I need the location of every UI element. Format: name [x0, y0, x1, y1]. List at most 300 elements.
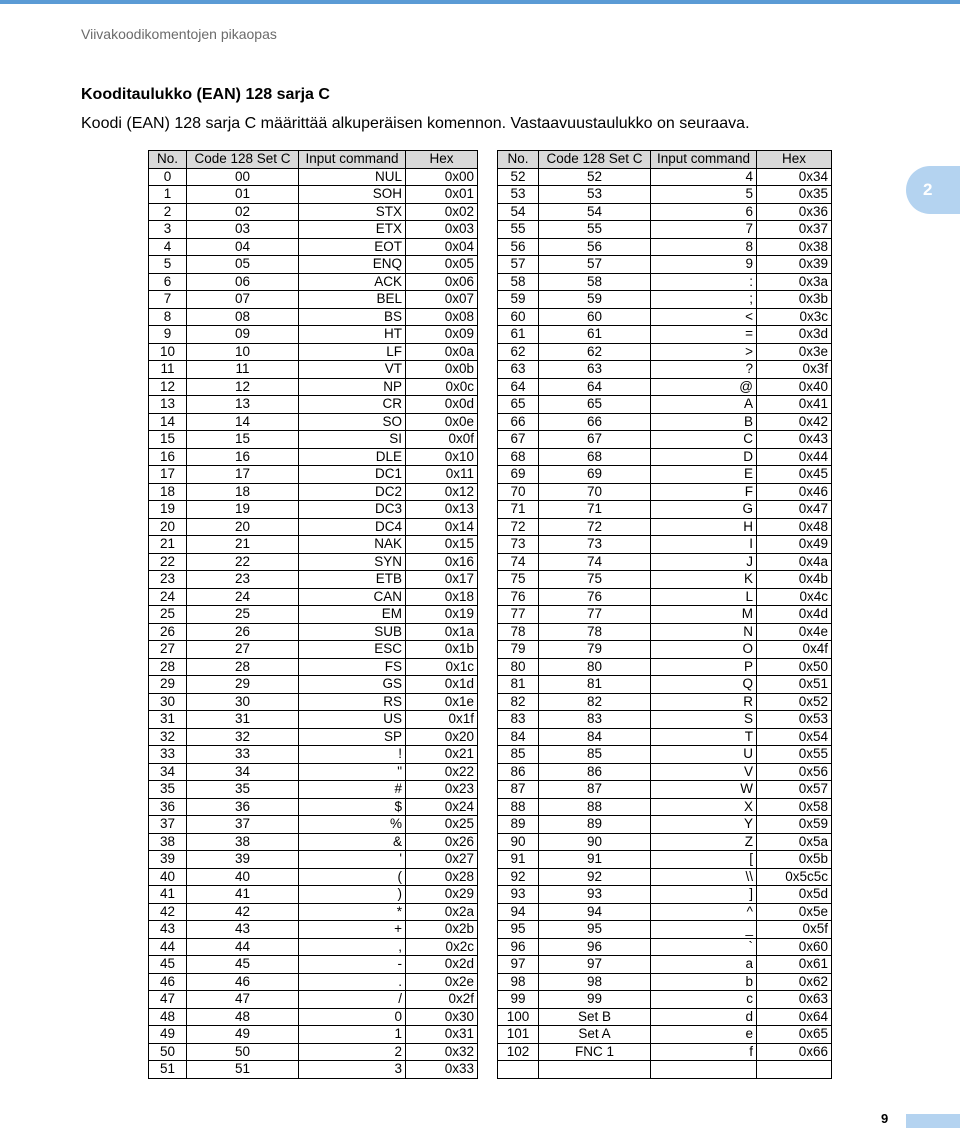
cell-input-command: NAK — [299, 536, 406, 554]
cell-code-set-c: 81 — [539, 676, 651, 694]
cell-code-set-c: 75 — [539, 571, 651, 589]
cell-hex: 0x66 — [757, 1043, 832, 1061]
cell-hex: 0x33 — [406, 1061, 478, 1079]
table-row — [498, 956, 832, 974]
table-row — [149, 571, 478, 589]
cell-no: 21 — [149, 536, 187, 554]
cell-input-command: 6 — [651, 203, 757, 221]
cell-code-set-c: 80 — [539, 658, 651, 676]
cell-code-set-c: 26 — [187, 623, 299, 641]
cell-code-set-c: 56 — [539, 238, 651, 256]
cell-no: 89 — [498, 816, 539, 834]
cell-hex: 0x2d — [406, 956, 478, 974]
cell-hex: 0x11 — [406, 466, 478, 484]
table-row — [149, 658, 478, 676]
cell-input-command: SUB — [299, 623, 406, 641]
section-description: Koodi (EAN) 128 sarja C määrittää alkuperäisen komennon. Vastaavuustaulukko on seuraava. — [81, 115, 750, 132]
cell-hex: 0x4b — [757, 571, 832, 589]
cell-input-command: . — [299, 973, 406, 991]
cell-code-set-c: 52 — [539, 168, 651, 186]
cell-hex: 0x1c — [406, 658, 478, 676]
cell-hex: 0x57 — [757, 781, 832, 799]
cell-hex: 0x48 — [757, 518, 832, 536]
cell-hex: 0x18 — [406, 588, 478, 606]
cell-hex: 0x54 — [757, 728, 832, 746]
cell-input-command: I — [651, 536, 757, 554]
cell-no: 5 — [149, 256, 187, 274]
cell-code-set-c: 38 — [187, 833, 299, 851]
column-header-no: No. — [149, 151, 187, 169]
cell-hex: 0x16 — [406, 553, 478, 571]
column-header-code-set-c: Code 128 Set C — [187, 151, 299, 169]
cell-code-set-c: 48 — [187, 1008, 299, 1026]
cell-input-command: - — [299, 956, 406, 974]
cell-code-set-c: 08 — [187, 308, 299, 326]
cell-code-set-c: 87 — [539, 781, 651, 799]
cell-code-set-c: 18 — [187, 483, 299, 501]
cell-code-set-c: 92 — [539, 868, 651, 886]
cell-code-set-c: 78 — [539, 623, 651, 641]
table-row — [498, 378, 832, 396]
cell-input-command: % — [299, 816, 406, 834]
cell-input-command: ETX — [299, 221, 406, 239]
cell-input-command: F — [651, 483, 757, 501]
table-row — [498, 868, 832, 886]
cell-input-command: L — [651, 588, 757, 606]
table-row — [498, 1061, 832, 1079]
column-header-hex: Hex — [406, 151, 478, 169]
table-row — [149, 343, 478, 361]
table-row — [149, 186, 478, 204]
cell-code-set-c: 09 — [187, 326, 299, 344]
cell-input-command: 3 — [299, 1061, 406, 1079]
cell-code-set-c: 69 — [539, 466, 651, 484]
cell-hex: 0x06 — [406, 273, 478, 291]
cell-no: 61 — [498, 326, 539, 344]
cell-hex: 0x30 — [406, 1008, 478, 1026]
cell-input-command: ! — [299, 746, 406, 764]
table-row — [498, 833, 832, 851]
cell-input-command: / — [299, 991, 406, 1009]
column-header-hex: Hex — [757, 151, 832, 169]
cell-no: 1 — [149, 186, 187, 204]
cell-input-command: DC2 — [299, 483, 406, 501]
cell-hex: 0x39 — [757, 256, 832, 274]
cell-no: 83 — [498, 711, 539, 729]
cell-no: 82 — [498, 693, 539, 711]
cell-no: 49 — [149, 1026, 187, 1044]
cell-input-command: + — [299, 921, 406, 939]
cell-input-command: > — [651, 343, 757, 361]
cell-no: 100 — [498, 1008, 539, 1026]
table-row — [498, 1008, 832, 1026]
table-row — [149, 1008, 478, 1026]
cell-input-command: ^ — [651, 903, 757, 921]
table-body — [498, 168, 832, 1078]
cell-no: 54 — [498, 203, 539, 221]
cell-code-set-c: 06 — [187, 273, 299, 291]
cell-hex: 0x28 — [406, 868, 478, 886]
cell-no: 20 — [149, 518, 187, 536]
cell-input-command: ) — [299, 886, 406, 904]
cell-hex: 0x2a — [406, 903, 478, 921]
cell-hex: 0x0e — [406, 413, 478, 431]
cell-input-command: SI — [299, 431, 406, 449]
cell-no: 90 — [498, 833, 539, 851]
cell-input-command: @ — [651, 378, 757, 396]
cell-code-set-c: 88 — [539, 798, 651, 816]
cell-code-set-c: 45 — [187, 956, 299, 974]
cell-no: 58 — [498, 273, 539, 291]
table-row — [149, 326, 478, 344]
cell-code-set-c: 27 — [187, 641, 299, 659]
cell-no: 44 — [149, 938, 187, 956]
cell-code-set-c: 77 — [539, 606, 651, 624]
table-row — [149, 798, 478, 816]
cell-no: 69 — [498, 466, 539, 484]
cell-code-set-c: 17 — [187, 466, 299, 484]
cell-code-set-c: 99 — [539, 991, 651, 1009]
cell-hex: 0x14 — [406, 518, 478, 536]
table-row — [498, 746, 832, 764]
table-row — [498, 851, 832, 869]
cell-hex: 0x41 — [757, 396, 832, 414]
page-number-tab — [906, 1114, 960, 1128]
cell-no: 23 — [149, 571, 187, 589]
cell-input-command — [651, 1061, 757, 1079]
cell-hex: 0x4f — [757, 641, 832, 659]
cell-code-set-c: 16 — [187, 448, 299, 466]
cell-input-command: = — [651, 326, 757, 344]
cell-hex: 0x59 — [757, 816, 832, 834]
cell-input-command: ? — [651, 361, 757, 379]
cell-code-set-c: 39 — [187, 851, 299, 869]
cell-code-set-c: 60 — [539, 308, 651, 326]
cell-code-set-c: 82 — [539, 693, 651, 711]
cell-no: 9 — [149, 326, 187, 344]
cell-no: 14 — [149, 413, 187, 431]
cell-code-set-c: 96 — [539, 938, 651, 956]
table-row — [149, 273, 478, 291]
cell-input-command: C — [651, 431, 757, 449]
cell-hex: 0x44 — [757, 448, 832, 466]
table-row — [498, 361, 832, 379]
table-row — [498, 238, 832, 256]
cell-no: 24 — [149, 588, 187, 606]
table-row — [498, 938, 832, 956]
cell-code-set-c: 95 — [539, 921, 651, 939]
table-row — [149, 693, 478, 711]
cell-input-command: RS — [299, 693, 406, 711]
cell-code-set-c: 50 — [187, 1043, 299, 1061]
cell-code-set-c: Set B — [539, 1008, 651, 1026]
cell-no: 40 — [149, 868, 187, 886]
cell-hex: 0x25 — [406, 816, 478, 834]
table-row — [498, 413, 832, 431]
cell-input-command: f — [651, 1043, 757, 1061]
cell-hex: 0x09 — [406, 326, 478, 344]
cell-input-command: _ — [651, 921, 757, 939]
cell-code-set-c: 67 — [539, 431, 651, 449]
cell-hex: 0x1a — [406, 623, 478, 641]
cell-no: 45 — [149, 956, 187, 974]
table-row — [498, 886, 832, 904]
cell-hex: 0x46 — [757, 483, 832, 501]
table-row — [498, 343, 832, 361]
table-row — [498, 606, 832, 624]
cell-code-set-c: 89 — [539, 816, 651, 834]
cell-no: 79 — [498, 641, 539, 659]
cell-code-set-c — [539, 1061, 651, 1079]
table-row — [149, 781, 478, 799]
cell-input-command: \\ — [651, 868, 757, 886]
table-row — [149, 518, 478, 536]
cell-code-set-c: 34 — [187, 763, 299, 781]
cell-no: 36 — [149, 798, 187, 816]
cell-no: 39 — [149, 851, 187, 869]
table-row — [149, 308, 478, 326]
table-row — [149, 746, 478, 764]
cell-hex: 0x00 — [406, 168, 478, 186]
cell-input-command: BEL — [299, 291, 406, 309]
cell-input-command: FS — [299, 658, 406, 676]
cell-hex: 0x61 — [757, 956, 832, 974]
cell-code-set-c: 90 — [539, 833, 651, 851]
cell-hex: 0x3f — [757, 361, 832, 379]
cell-input-command: ETB — [299, 571, 406, 589]
cell-input-command: DLE — [299, 448, 406, 466]
cell-no: 37 — [149, 816, 187, 834]
cell-code-set-c: 35 — [187, 781, 299, 799]
cell-code-set-c: 86 — [539, 763, 651, 781]
table-row — [149, 203, 478, 221]
cell-no: 64 — [498, 378, 539, 396]
column-header-code-set-c: Code 128 Set C — [539, 151, 651, 169]
cell-no: 53 — [498, 186, 539, 204]
table-row — [498, 291, 832, 309]
table-row — [498, 588, 832, 606]
cell-code-set-c: 84 — [539, 728, 651, 746]
cell-no: 95 — [498, 921, 539, 939]
cell-code-set-c: 55 — [539, 221, 651, 239]
cell-hex: 0x51 — [757, 676, 832, 694]
cell-input-command: 2 — [299, 1043, 406, 1061]
cell-hex: 0x31 — [406, 1026, 478, 1044]
code-table-left — [148, 150, 478, 1079]
cell-input-command: ENQ — [299, 256, 406, 274]
cell-no: 48 — [149, 1008, 187, 1026]
cell-code-set-c: 44 — [187, 938, 299, 956]
cell-no: 4 — [149, 238, 187, 256]
table-row — [498, 308, 832, 326]
cell-input-command: e — [651, 1026, 757, 1044]
cell-input-command: d — [651, 1008, 757, 1026]
cell-code-set-c: 14 — [187, 413, 299, 431]
cell-no: 85 — [498, 746, 539, 764]
cell-code-set-c: 04 — [187, 238, 299, 256]
cell-hex: 0x5b — [757, 851, 832, 869]
table-row — [149, 973, 478, 991]
table-row — [498, 816, 832, 834]
cell-no: 26 — [149, 623, 187, 641]
table-row — [498, 693, 832, 711]
table-row — [498, 728, 832, 746]
cell-no: 88 — [498, 798, 539, 816]
cell-hex: 0x53 — [757, 711, 832, 729]
cell-input-command: ( — [299, 868, 406, 886]
cell-input-command: VT — [299, 361, 406, 379]
cell-code-set-c: 43 — [187, 921, 299, 939]
cell-code-set-c: 15 — [187, 431, 299, 449]
cell-input-command: NP — [299, 378, 406, 396]
cell-hex: 0x10 — [406, 448, 478, 466]
table-row — [149, 956, 478, 974]
cell-no: 47 — [149, 991, 187, 1009]
cell-no: 34 — [149, 763, 187, 781]
cell-no: 76 — [498, 588, 539, 606]
cell-hex: 0x4c — [757, 588, 832, 606]
cell-no: 87 — [498, 781, 539, 799]
cell-no: 75 — [498, 571, 539, 589]
cell-code-set-c: 41 — [187, 886, 299, 904]
table-row — [498, 431, 832, 449]
cell-input-command: DC4 — [299, 518, 406, 536]
table-row — [149, 431, 478, 449]
cell-hex: 0x23 — [406, 781, 478, 799]
table-row — [498, 623, 832, 641]
table-row — [149, 851, 478, 869]
cell-hex: 0x2b — [406, 921, 478, 939]
cell-input-command: & — [299, 833, 406, 851]
cell-no: 19 — [149, 501, 187, 519]
table-row — [498, 798, 832, 816]
cell-hex: 0x15 — [406, 536, 478, 554]
cell-hex: 0x4a — [757, 553, 832, 571]
cell-code-set-c: 57 — [539, 256, 651, 274]
cell-input-command: EM — [299, 606, 406, 624]
cell-input-command: H — [651, 518, 757, 536]
cell-no: 80 — [498, 658, 539, 676]
cell-hex: 0x50 — [757, 658, 832, 676]
cell-input-command: ; — [651, 291, 757, 309]
cell-code-set-c: 46 — [187, 973, 299, 991]
table-row — [149, 623, 478, 641]
table-row — [498, 536, 832, 554]
cell-no: 96 — [498, 938, 539, 956]
cell-input-command: U — [651, 746, 757, 764]
table-row — [149, 256, 478, 274]
table-row — [149, 641, 478, 659]
cell-code-set-c: 25 — [187, 606, 299, 624]
table-row — [498, 501, 832, 519]
cell-code-set-c: 53 — [539, 186, 651, 204]
cell-hex: 0x2c — [406, 938, 478, 956]
cell-no: 51 — [149, 1061, 187, 1079]
cell-input-command: S — [651, 711, 757, 729]
table-row — [498, 396, 832, 414]
cell-hex: 0x3c — [757, 308, 832, 326]
cell-no: 73 — [498, 536, 539, 554]
table-row — [149, 396, 478, 414]
cell-input-command: G — [651, 501, 757, 519]
cell-hex: 0x07 — [406, 291, 478, 309]
cell-input-command: Q — [651, 676, 757, 694]
cell-code-set-c: 79 — [539, 641, 651, 659]
cell-input-command: A — [651, 396, 757, 414]
cell-no: 72 — [498, 518, 539, 536]
cell-hex: 0x0d — [406, 396, 478, 414]
cell-hex: 0x5c5c — [757, 868, 832, 886]
table-row — [149, 938, 478, 956]
table-row — [498, 991, 832, 1009]
table-header-row — [498, 151, 832, 169]
table-row — [498, 448, 832, 466]
cell-no: 27 — [149, 641, 187, 659]
cell-hex: 0x2f — [406, 991, 478, 1009]
cell-hex: 0x47 — [757, 501, 832, 519]
cell-no: 41 — [149, 886, 187, 904]
cell-no: 65 — [498, 396, 539, 414]
cell-hex: 0x65 — [757, 1026, 832, 1044]
cell-input-command: X — [651, 798, 757, 816]
cell-code-set-c: 42 — [187, 903, 299, 921]
table-row — [498, 483, 832, 501]
cell-no: 55 — [498, 221, 539, 239]
cell-code-set-c: 07 — [187, 291, 299, 309]
cell-input-command: 7 — [651, 221, 757, 239]
cell-input-command: DC1 — [299, 466, 406, 484]
table-row — [149, 833, 478, 851]
cell-input-command: T — [651, 728, 757, 746]
cell-hex: 0x08 — [406, 308, 478, 326]
cell-no: 56 — [498, 238, 539, 256]
cell-input-command: N — [651, 623, 757, 641]
cell-input-command: P — [651, 658, 757, 676]
cell-code-set-c: 61 — [539, 326, 651, 344]
table-row — [498, 203, 832, 221]
cell-hex: 0x17 — [406, 571, 478, 589]
cell-code-set-c: 91 — [539, 851, 651, 869]
cell-hex: 0x58 — [757, 798, 832, 816]
cell-no: 18 — [149, 483, 187, 501]
table-row — [498, 553, 832, 571]
cell-code-set-c: 83 — [539, 711, 651, 729]
cell-no: 13 — [149, 396, 187, 414]
cell-no: 46 — [149, 973, 187, 991]
cell-hex: 0x01 — [406, 186, 478, 204]
cell-input-command: SYN — [299, 553, 406, 571]
table-row — [498, 676, 832, 694]
cell-code-set-c: 21 — [187, 536, 299, 554]
table-row — [149, 728, 478, 746]
cell-input-command: BS — [299, 308, 406, 326]
table-row — [149, 886, 478, 904]
cell-code-set-c: 58 — [539, 273, 651, 291]
cell-hex: 0x20 — [406, 728, 478, 746]
cell-code-set-c: 22 — [187, 553, 299, 571]
cell-no: 29 — [149, 676, 187, 694]
cell-code-set-c: 70 — [539, 483, 651, 501]
cell-code-set-c: 85 — [539, 746, 651, 764]
cell-no: 7 — [149, 291, 187, 309]
cell-input-command: 8 — [651, 238, 757, 256]
cell-code-set-c: 19 — [187, 501, 299, 519]
cell-hex: 0x24 — [406, 798, 478, 816]
cell-input-command: $ — [299, 798, 406, 816]
table-row — [149, 221, 478, 239]
cell-code-set-c: 64 — [539, 378, 651, 396]
cell-code-set-c: 01 — [187, 186, 299, 204]
